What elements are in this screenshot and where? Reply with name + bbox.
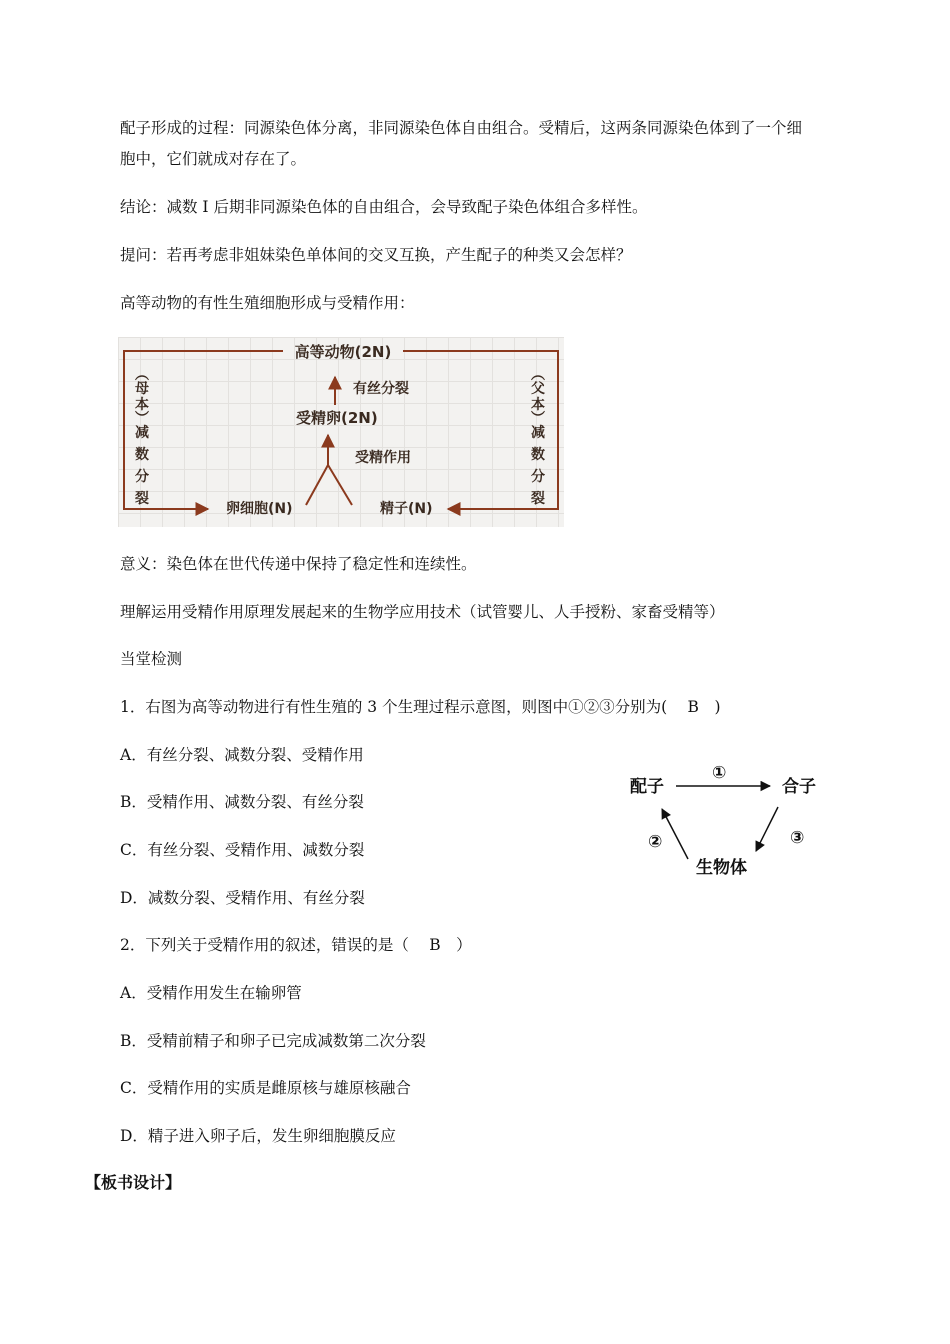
paragraph-conclusion: 结论：减数 I 后期非同源染色体的自由组合，会导致配子染色体组合多样性。 <box>120 198 648 216</box>
fig1-top-label: 高等动物(2N) <box>294 343 392 361</box>
fig1-right-paren-bottom: ︶ <box>531 411 545 427</box>
paragraph-application: 理解运用受精作用原理发展起来的生物学应用技术（试管婴儿、人手授粉、家畜受精等） <box>120 603 725 621</box>
question-1-option-a: A．有丝分裂、减数分裂、受精作用 <box>120 746 364 764</box>
question-1-option-b: B．受精作用、减数分裂、有丝分裂 <box>120 793 364 811</box>
paragraph-significance: 意义：染色体在世代传递中保持了稳定性和连续性。 <box>120 555 477 573</box>
fig1-left-paren-bottom: ︶ <box>135 411 149 427</box>
fig1-zygote-label: 受精卵(2N) <box>296 409 378 427</box>
fig1-egg-label: 卵细胞(N) <box>226 501 293 517</box>
paragraph-meiosis-process-line1: 配子形成的过程：同源染色体分离，非同源染色体自由组合。受精后，这两条同源染色体到了一个细 <box>120 119 803 137</box>
fig1-right-char-1: 父 <box>531 381 545 397</box>
fig1-left-char-5: 分 <box>135 469 149 485</box>
question-2-option-d: D．精子进入卵子后，发生卵细胞膜反应 <box>120 1127 396 1145</box>
question-2-stem: 2．下列关于受精作用的叙述，错误的是（ B ） <box>120 936 472 954</box>
question-2-option-b: B．受精前精子和卵子已完成减数第二次分裂 <box>120 1032 426 1050</box>
figure-gamete-zygote-cycle <box>620 755 840 885</box>
fig2-organism-label: 生物体 <box>696 858 747 878</box>
question-1-option-c: C．有丝分裂、受精作用、减数分裂 <box>120 841 365 859</box>
fig1-right-char-5: 分 <box>531 469 545 485</box>
fig1-left-char-1: 母 <box>135 381 149 397</box>
fig1-right-char-6: 裂 <box>531 491 545 507</box>
fig2-gamete-label: 配子 <box>630 777 664 797</box>
question-1-option-d: D．减数分裂、受精作用、有丝分裂 <box>120 889 365 907</box>
fig2-number-3: ③ <box>790 828 805 848</box>
fig1-left-paren-top: ︵ <box>135 367 149 383</box>
fig1-left-char-3: 减 <box>135 425 149 441</box>
paragraph-question: 提问：若再考虑非姐妹染色单体间的交叉互换，产生配子的种类又会怎样？ <box>120 246 632 264</box>
fig1-left-char-4: 数 <box>135 447 149 463</box>
fig2-number-2: ② <box>648 832 663 852</box>
fig1-mitosis-label: 有丝分裂 <box>353 381 409 397</box>
fig1-left-char-6: 裂 <box>135 491 149 507</box>
fig1-fertilization-label: 受精作用 <box>355 450 411 466</box>
section-board-design: 【板书设计】 <box>85 1173 182 1192</box>
fig1-right-char-4: 数 <box>531 447 545 463</box>
fig1-right-char-3: 减 <box>531 425 545 441</box>
section-quick-check: 当堂检测 <box>120 650 183 668</box>
fig1-right-paren-top: ︵ <box>531 367 545 383</box>
fig1-right-char-2: 本 <box>531 397 545 413</box>
fig2-number-1: ① <box>712 763 727 783</box>
figure-sexual-reproduction-cycle <box>118 337 564 527</box>
question-1-stem: 1．右图为高等动物进行有性生殖的 3 个生理过程示意图，则图中①②③分别为( B ) <box>120 698 721 716</box>
fig2-zygote-label: 合子 <box>782 777 816 797</box>
paragraph-meiosis-process-line2: 胞中，它们就成对存在了。 <box>120 150 307 168</box>
question-2-option-a: A．受精作用发生在输卵管 <box>120 984 302 1002</box>
fig1-left-char-2: 本 <box>135 397 149 413</box>
fig1-sperm-label: 精子(N) <box>380 501 433 517</box>
question-2-option-c: C．受精作用的实质是雌原核与雄原核融合 <box>120 1079 411 1097</box>
paragraph-figure-caption: 高等动物的有性生殖细胞形成与受精作用： <box>120 294 415 312</box>
